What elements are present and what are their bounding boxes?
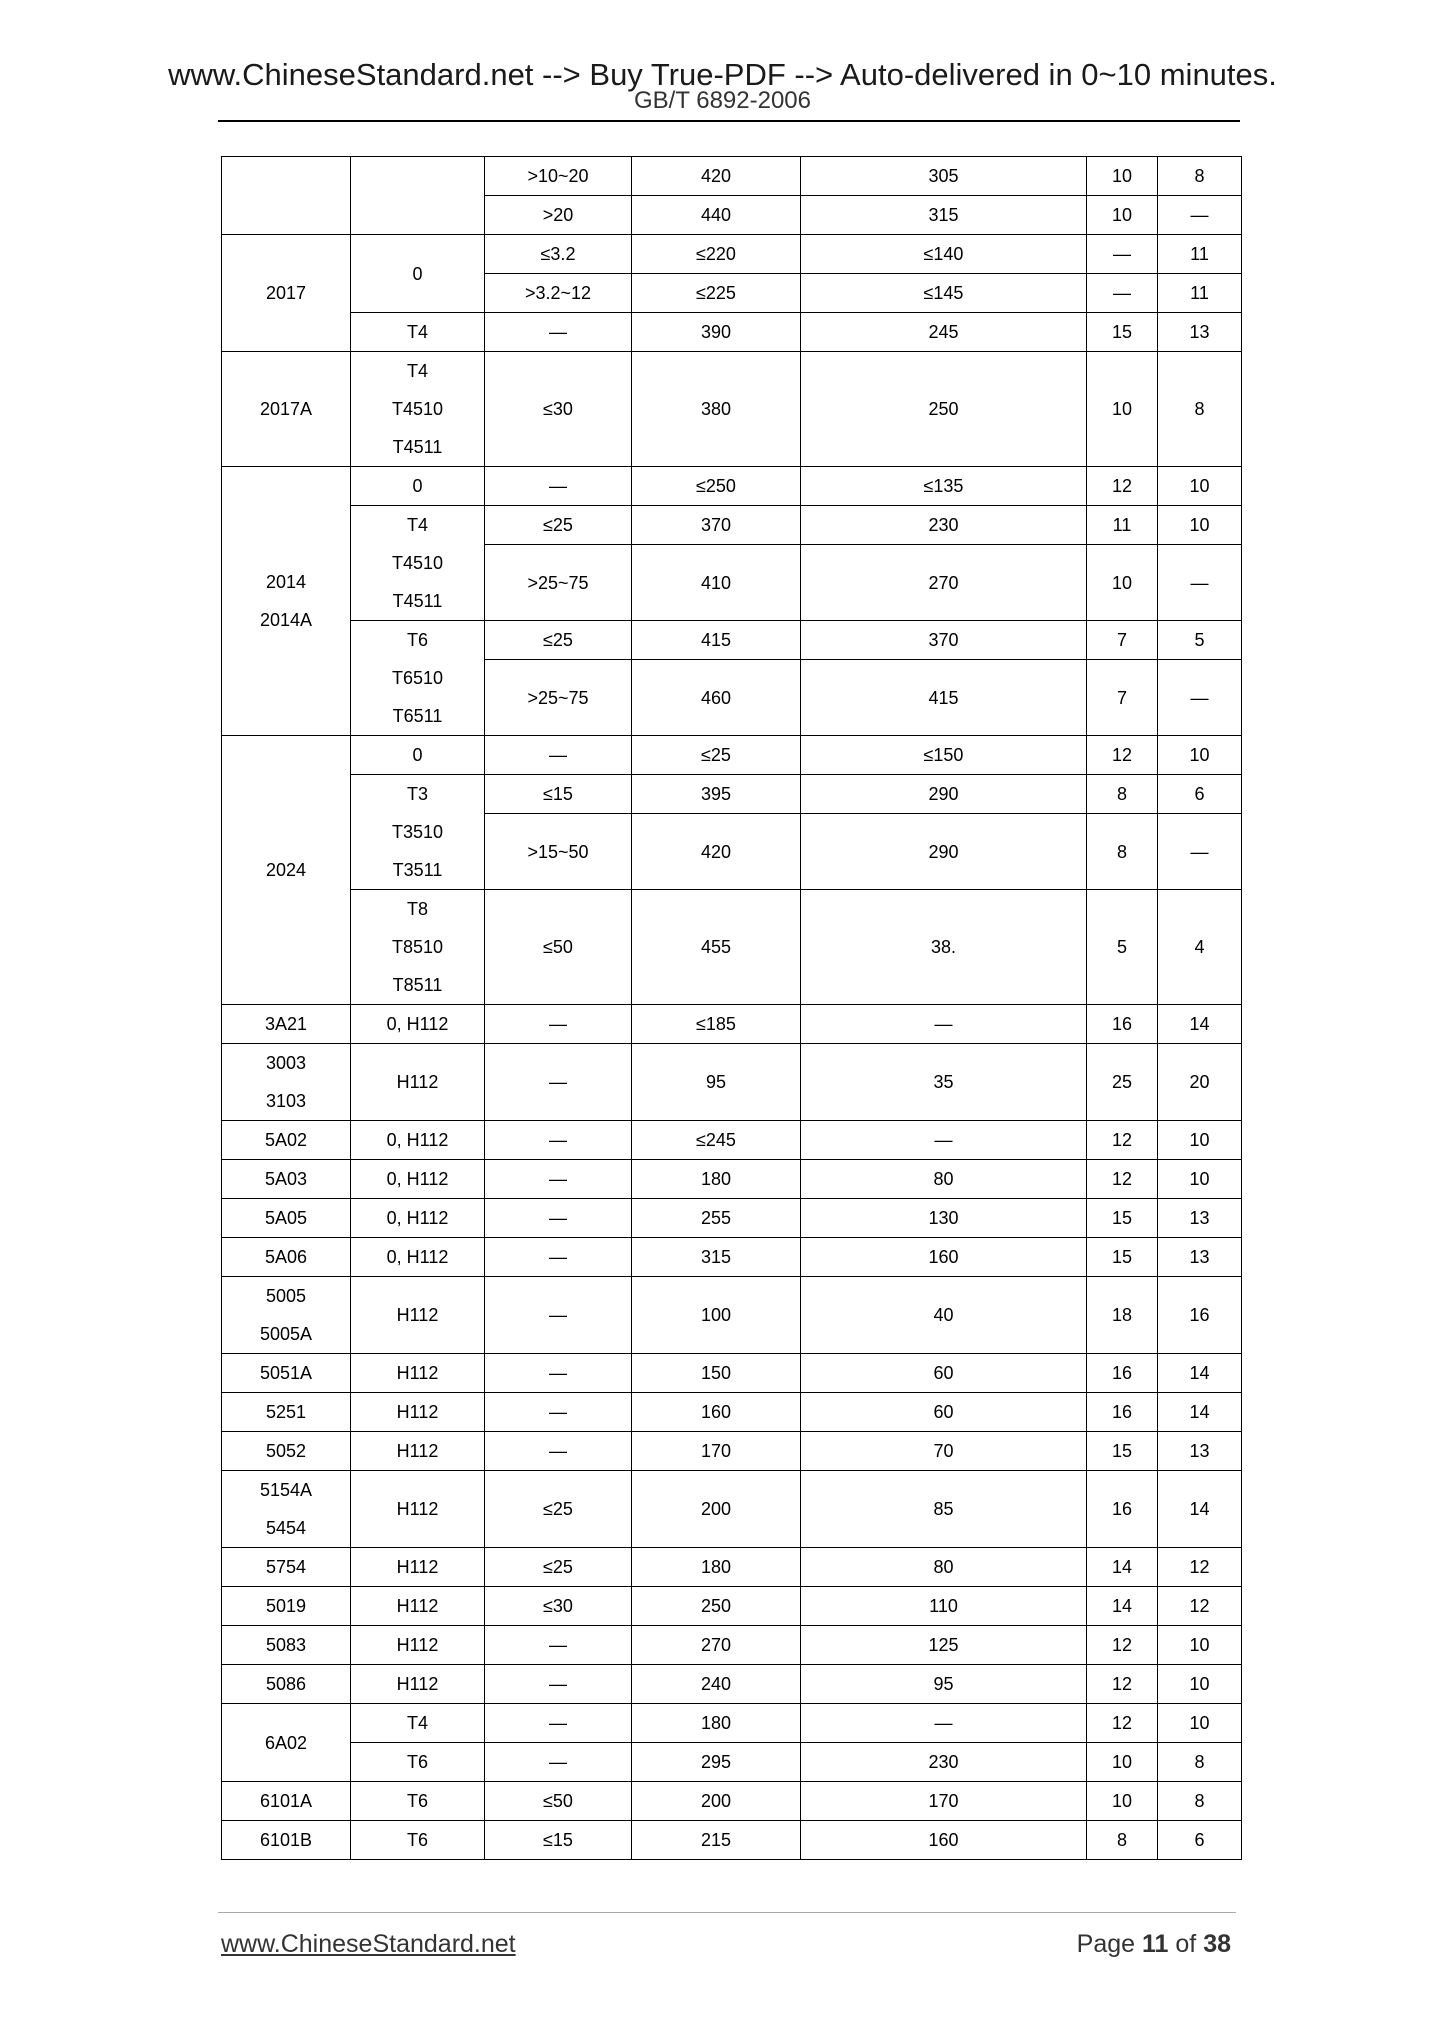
elongation-a-cell: 15	[1087, 1199, 1158, 1238]
elongation-b-cell: 4	[1158, 890, 1242, 1005]
temper-cell: 0, H112	[351, 1199, 485, 1238]
temper-cell: 0, H112	[351, 1160, 485, 1199]
elongation-b-cell: 14	[1158, 1471, 1242, 1548]
elongation-a-cell: 14	[1087, 1548, 1158, 1587]
temper-cell	[351, 352, 485, 467]
alloy-line: 5154A	[259, 1480, 313, 1500]
thickness-cell: >15~50	[485, 814, 632, 890]
thickness-cell: —	[485, 1432, 632, 1471]
yield-strength-cell: 270	[801, 545, 1087, 621]
alloy-cell: 2024	[222, 736, 351, 1005]
header-banner[interactable]: www.ChineseStandard.net --> Buy True-PDF --> Auto-delivered in 0~10 minutes.	[168, 57, 1277, 92]
tensile-strength-cell: 370	[632, 506, 801, 545]
temper-cell: H112	[351, 1393, 485, 1432]
elongation-b-cell: 8	[1158, 1743, 1242, 1782]
thickness-cell: >10~20	[485, 157, 632, 196]
elongation-a-cell: 12	[1087, 1626, 1158, 1665]
elongation-b-cell: 6	[1158, 775, 1242, 814]
elongation-a-cell: 8	[1087, 775, 1158, 814]
yield-strength-cell: 250	[801, 352, 1087, 467]
temper-line: T3510	[391, 822, 444, 842]
tensile-strength-cell: 380	[632, 352, 801, 467]
table-row	[222, 352, 1242, 467]
page-indicator	[1077, 1930, 1231, 1959]
yield-strength-cell: 125	[801, 1626, 1087, 1665]
alloy-cell: 5A03	[222, 1160, 351, 1199]
yield-strength-cell: 370	[801, 621, 1087, 660]
table-row	[222, 313, 1242, 352]
alloy-cell: 5086	[222, 1665, 351, 1704]
yield-strength-cell: 70	[801, 1432, 1087, 1471]
tensile-strength-cell: 415	[632, 621, 801, 660]
yield-strength-cell: 160	[801, 1238, 1087, 1277]
table-row	[222, 1665, 1242, 1704]
temper-line: T4511	[392, 437, 443, 457]
standard-number: GB/T 6892-2006	[633, 87, 811, 114]
yield-strength-cell: —	[801, 1121, 1087, 1160]
elongation-b-cell: 6	[1158, 1821, 1242, 1860]
table-row	[222, 1548, 1242, 1587]
alloy-line: 5005A	[259, 1324, 313, 1344]
tensile-strength-cell: 315	[632, 1238, 801, 1277]
elongation-a-cell: 10	[1087, 1782, 1158, 1821]
elongation-a-cell: 12	[1087, 1704, 1158, 1743]
yield-strength-cell: 40	[801, 1277, 1087, 1354]
alloy-line: 3103	[265, 1091, 307, 1111]
elongation-a-cell: 8	[1087, 814, 1158, 890]
table-row	[222, 775, 1242, 814]
temper-cell: H112	[351, 1665, 485, 1704]
yield-strength-cell: 60	[801, 1354, 1087, 1393]
tensile-strength-cell: 100	[632, 1277, 801, 1354]
elongation-b-cell: 10	[1158, 1121, 1242, 1160]
tensile-strength-cell: 150	[632, 1354, 801, 1393]
tensile-strength-cell: 95	[632, 1044, 801, 1121]
alloy-cell: 6101A	[222, 1782, 351, 1821]
thickness-cell: —	[485, 736, 632, 775]
temper-cell: H112	[351, 1587, 485, 1626]
tensile-strength-cell: 240	[632, 1665, 801, 1704]
alloy-cell: 5A06	[222, 1238, 351, 1277]
tensile-strength-cell: 180	[632, 1548, 801, 1587]
temper-line: T8	[406, 899, 428, 919]
elongation-b-cell: 10	[1158, 506, 1242, 545]
elongation-a-cell: 10	[1087, 352, 1158, 467]
yield-strength-cell: 60	[801, 1393, 1087, 1432]
tensile-strength-cell: ≤185	[632, 1005, 801, 1044]
elongation-a-cell: 7	[1087, 660, 1158, 736]
elongation-b-cell: 11	[1158, 274, 1242, 313]
alloy-line: 5005	[265, 1286, 307, 1306]
tensile-strength-cell: 420	[632, 814, 801, 890]
temper-cell: H112	[351, 1471, 485, 1548]
page-current: 11	[1141, 1930, 1169, 1958]
elongation-b-cell: —	[1158, 814, 1242, 890]
elongation-a-cell: —	[1087, 235, 1158, 274]
tensile-strength-cell: 270	[632, 1626, 801, 1665]
tensile-strength-cell: 180	[632, 1704, 801, 1743]
temper-cell: T6	[351, 1821, 485, 1860]
temper-cell	[351, 890, 485, 1005]
yield-strength-cell: 230	[801, 506, 1087, 545]
temper-line: T4511	[392, 591, 443, 611]
thickness-cell: —	[485, 1393, 632, 1432]
yield-strength-cell: 35	[801, 1044, 1087, 1121]
temper-line: T3511	[392, 860, 443, 880]
thickness-cell: —	[485, 1626, 632, 1665]
thickness-cell: —	[485, 1005, 632, 1044]
table-row	[222, 1471, 1242, 1548]
elongation-b-cell: 10	[1158, 1665, 1242, 1704]
alloy-cell: 3A21	[222, 1005, 351, 1044]
temper-line: T6510	[391, 668, 444, 688]
thickness-cell: ≤25	[485, 621, 632, 660]
thickness-cell: ≤25	[485, 506, 632, 545]
elongation-b-cell: 10	[1158, 1626, 1242, 1665]
thickness-cell: —	[485, 1354, 632, 1393]
thickness-cell: —	[485, 1121, 632, 1160]
temper-cell: 0	[351, 736, 485, 775]
tensile-strength-cell: 410	[632, 545, 801, 621]
yield-strength-cell: 38.	[801, 890, 1087, 1005]
elongation-a-cell: 16	[1087, 1354, 1158, 1393]
yield-strength-cell: 85	[801, 1471, 1087, 1548]
table-row	[222, 1626, 1242, 1665]
table-row	[222, 1044, 1242, 1121]
yield-strength-cell: 170	[801, 1782, 1087, 1821]
yield-strength-cell: 305	[801, 157, 1087, 196]
yield-strength-cell: 245	[801, 313, 1087, 352]
alloy-cell: 5019	[222, 1587, 351, 1626]
elongation-b-cell: 16	[1158, 1277, 1242, 1354]
temper-cell	[351, 621, 485, 736]
alloy-cell	[222, 157, 351, 235]
thickness-cell: —	[485, 1277, 632, 1354]
yield-strength-cell: —	[801, 1704, 1087, 1743]
table-row	[222, 1393, 1242, 1432]
temper-cell: T6	[351, 1782, 485, 1821]
alloy-cell: 2017	[222, 235, 351, 352]
table-row	[222, 890, 1242, 1005]
elongation-a-cell: 25	[1087, 1044, 1158, 1121]
yield-strength-cell: ≤135	[801, 467, 1087, 506]
tensile-strength-cell: 180	[632, 1160, 801, 1199]
elongation-b-cell: 11	[1158, 235, 1242, 274]
alloy-cell: 6101B	[222, 1821, 351, 1860]
elongation-a-cell: 15	[1087, 313, 1158, 352]
thickness-cell: —	[485, 1160, 632, 1199]
alloy-cell: 5A05	[222, 1199, 351, 1238]
elongation-b-cell: —	[1158, 545, 1242, 621]
table-row	[222, 1782, 1242, 1821]
yield-strength-cell: 230	[801, 1743, 1087, 1782]
alloy-cell	[222, 1044, 351, 1121]
table-row	[222, 157, 1242, 196]
elongation-a-cell: 10	[1087, 1743, 1158, 1782]
temper-cell: 0, H112	[351, 1121, 485, 1160]
elongation-a-cell: 10	[1087, 157, 1158, 196]
elongation-b-cell: 12	[1158, 1548, 1242, 1587]
elongation-a-cell: 7	[1087, 621, 1158, 660]
thickness-cell: —	[485, 1238, 632, 1277]
temper-cell: T4	[351, 1704, 485, 1743]
yield-strength-cell: 130	[801, 1199, 1087, 1238]
elongation-a-cell: 15	[1087, 1432, 1158, 1471]
yield-strength-cell: 415	[801, 660, 1087, 736]
page-of: of	[1175, 1930, 1197, 1958]
tensile-strength-cell: ≤245	[632, 1121, 801, 1160]
elongation-b-cell: —	[1158, 660, 1242, 736]
table-row	[222, 467, 1242, 506]
thickness-cell: —	[485, 467, 632, 506]
table-row	[222, 736, 1242, 775]
thickness-cell: —	[485, 1044, 632, 1121]
thickness-cell: ≤50	[485, 890, 632, 1005]
elongation-b-cell: 10	[1158, 1704, 1242, 1743]
alloy-cell: 6A02	[222, 1704, 351, 1782]
temper-cell: 0, H112	[351, 1238, 485, 1277]
elongation-a-cell: 14	[1087, 1587, 1158, 1626]
yield-strength-cell: 95	[801, 1665, 1087, 1704]
temper-cell: 0	[351, 235, 485, 313]
thickness-cell: —	[485, 313, 632, 352]
alloy-line: 3003	[265, 1053, 307, 1073]
tensile-strength-cell: 215	[632, 1821, 801, 1860]
thickness-cell: ≤25	[485, 1548, 632, 1587]
elongation-b-cell: 8	[1158, 352, 1242, 467]
yield-strength-cell: 290	[801, 814, 1087, 890]
yield-strength-cell: 80	[801, 1160, 1087, 1199]
yield-strength-cell: 290	[801, 775, 1087, 814]
table-row	[222, 1005, 1242, 1044]
temper-cell: T4	[351, 313, 485, 352]
elongation-b-cell: 13	[1158, 1199, 1242, 1238]
elongation-b-cell: 13	[1158, 1432, 1242, 1471]
temper-cell: H112	[351, 1044, 485, 1121]
alloy-cell: 5A02	[222, 1121, 351, 1160]
elongation-b-cell: 14	[1158, 1393, 1242, 1432]
tensile-strength-cell: 200	[632, 1782, 801, 1821]
elongation-a-cell: 18	[1087, 1277, 1158, 1354]
thickness-cell: —	[485, 1743, 632, 1782]
thickness-cell: ≤15	[485, 775, 632, 814]
tensile-strength-cell: 420	[632, 157, 801, 196]
thickness-cell: ≤25	[485, 1471, 632, 1548]
page-label: Page	[1076, 1930, 1136, 1958]
table-row	[222, 506, 1242, 545]
temper-cell: H112	[351, 1354, 485, 1393]
footer-divider	[218, 1912, 1236, 1913]
elongation-a-cell: 12	[1087, 1665, 1158, 1704]
tensile-strength-cell: 250	[632, 1587, 801, 1626]
temper-line: T6	[406, 630, 428, 650]
temper-line: T8511	[392, 975, 443, 995]
elongation-b-cell: —	[1158, 196, 1242, 235]
temper-line: T4510	[391, 553, 444, 573]
table-row	[222, 235, 1242, 274]
elongation-a-cell: —	[1087, 274, 1158, 313]
thickness-cell: >20	[485, 196, 632, 235]
alloy-cell: 5754	[222, 1548, 351, 1587]
temper-line: T3	[406, 784, 428, 804]
alloy-cell	[222, 1277, 351, 1354]
alloy-cell: 2017A	[222, 352, 351, 467]
tensile-strength-cell: ≤25	[632, 736, 801, 775]
elongation-b-cell: 5	[1158, 621, 1242, 660]
thickness-cell: —	[485, 1704, 632, 1743]
temper-line: T4	[406, 361, 428, 381]
mechanical-properties-table	[221, 156, 1242, 1860]
tensile-strength-cell: ≤225	[632, 274, 801, 313]
temper-cell: H112	[351, 1277, 485, 1354]
temper-cell	[351, 506, 485, 621]
elongation-b-cell: 14	[1158, 1354, 1242, 1393]
thickness-cell: >25~75	[485, 660, 632, 736]
elongation-a-cell: 11	[1087, 506, 1158, 545]
table-row	[222, 1199, 1242, 1238]
thickness-cell: —	[485, 1665, 632, 1704]
table-row	[222, 1121, 1242, 1160]
table-row	[222, 1821, 1242, 1860]
temper-cell: 0, H112	[351, 1005, 485, 1044]
yield-strength-cell: 110	[801, 1587, 1087, 1626]
tensile-strength-cell: 395	[632, 775, 801, 814]
thickness-cell: ≤30	[485, 352, 632, 467]
elongation-b-cell: 8	[1158, 157, 1242, 196]
elongation-b-cell: 14	[1158, 1005, 1242, 1044]
tensile-strength-cell: ≤220	[632, 235, 801, 274]
tensile-strength-cell: ≤250	[632, 467, 801, 506]
page-total: 38	[1203, 1930, 1231, 1958]
elongation-b-cell: 10	[1158, 736, 1242, 775]
temper-line: T6511	[392, 706, 443, 726]
tensile-strength-cell: 460	[632, 660, 801, 736]
temper-cell: H112	[351, 1626, 485, 1665]
table-row	[222, 1354, 1242, 1393]
thickness-cell: ≤50	[485, 1782, 632, 1821]
footer-site-link[interactable]: www.ChineseStandard.net	[221, 1930, 516, 1958]
elongation-a-cell: 15	[1087, 1238, 1158, 1277]
elongation-a-cell: 16	[1087, 1393, 1158, 1432]
elongation-b-cell: 13	[1158, 313, 1242, 352]
tensile-strength-cell: 455	[632, 890, 801, 1005]
table-row	[222, 1277, 1242, 1354]
tensile-strength-cell: 255	[632, 1199, 801, 1238]
yield-strength-cell: 160	[801, 1821, 1087, 1860]
elongation-b-cell: 10	[1158, 1160, 1242, 1199]
alloy-cell	[222, 1471, 351, 1548]
tensile-strength-cell: 200	[632, 1471, 801, 1548]
elongation-b-cell: 12	[1158, 1587, 1242, 1626]
tensile-strength-cell: 295	[632, 1743, 801, 1782]
temper-line: T4	[406, 515, 428, 535]
temper-cell: H112	[351, 1548, 485, 1587]
yield-strength-cell: —	[801, 1005, 1087, 1044]
elongation-a-cell: 12	[1087, 1160, 1158, 1199]
alloy-cell	[222, 467, 351, 736]
table-row	[222, 1238, 1242, 1277]
elongation-a-cell: 10	[1087, 545, 1158, 621]
elongation-a-cell: 5	[1087, 890, 1158, 1005]
thickness-cell: ≤3.2	[485, 235, 632, 274]
alloy-line: 2014A	[259, 610, 313, 630]
tensile-strength-cell: 160	[632, 1393, 801, 1432]
elongation-a-cell: 16	[1087, 1005, 1158, 1044]
yield-strength-cell: ≤140	[801, 235, 1087, 274]
yield-strength-cell: 315	[801, 196, 1087, 235]
elongation-a-cell: 12	[1087, 1121, 1158, 1160]
elongation-a-cell: 10	[1087, 196, 1158, 235]
thickness-cell: ≤15	[485, 1821, 632, 1860]
temper-cell: 0	[351, 467, 485, 506]
temper-line: T4510	[391, 399, 444, 419]
alloy-line: 2014	[265, 572, 307, 592]
tensile-strength-cell: 440	[632, 196, 801, 235]
tensile-strength-cell: 390	[632, 313, 801, 352]
tensile-strength-cell: 170	[632, 1432, 801, 1471]
yield-strength-cell: 80	[801, 1548, 1087, 1587]
alloy-line: 5454	[265, 1518, 307, 1538]
table-row	[222, 1743, 1242, 1782]
table-row	[222, 1704, 1242, 1743]
temper-cell	[351, 775, 485, 890]
alloy-cell: 5251	[222, 1393, 351, 1432]
elongation-b-cell: 20	[1158, 1044, 1242, 1121]
temper-line: T8510	[391, 937, 444, 957]
table-row	[222, 1160, 1242, 1199]
alloy-cell: 5051A	[222, 1354, 351, 1393]
alloy-cell: 5083	[222, 1626, 351, 1665]
table-row	[222, 1587, 1242, 1626]
elongation-b-cell: 10	[1158, 467, 1242, 506]
yield-strength-cell: ≤145	[801, 274, 1087, 313]
elongation-a-cell: 16	[1087, 1471, 1158, 1548]
elongation-b-cell: 13	[1158, 1238, 1242, 1277]
elongation-a-cell: 12	[1087, 467, 1158, 506]
header-divider	[218, 120, 1240, 122]
temper-cell: H112	[351, 1432, 485, 1471]
elongation-b-cell: 8	[1158, 1782, 1242, 1821]
elongation-a-cell: 8	[1087, 1821, 1158, 1860]
thickness-cell: —	[485, 1199, 632, 1238]
yield-strength-cell: ≤150	[801, 736, 1087, 775]
thickness-cell: >3.2~12	[485, 274, 632, 313]
temper-cell: T6	[351, 1743, 485, 1782]
elongation-a-cell: 12	[1087, 736, 1158, 775]
thickness-cell: >25~75	[485, 545, 632, 621]
table-row	[222, 1432, 1242, 1471]
temper-cell	[351, 157, 485, 235]
thickness-cell: ≤30	[485, 1587, 632, 1626]
alloy-cell: 5052	[222, 1432, 351, 1471]
table-row	[222, 621, 1242, 660]
